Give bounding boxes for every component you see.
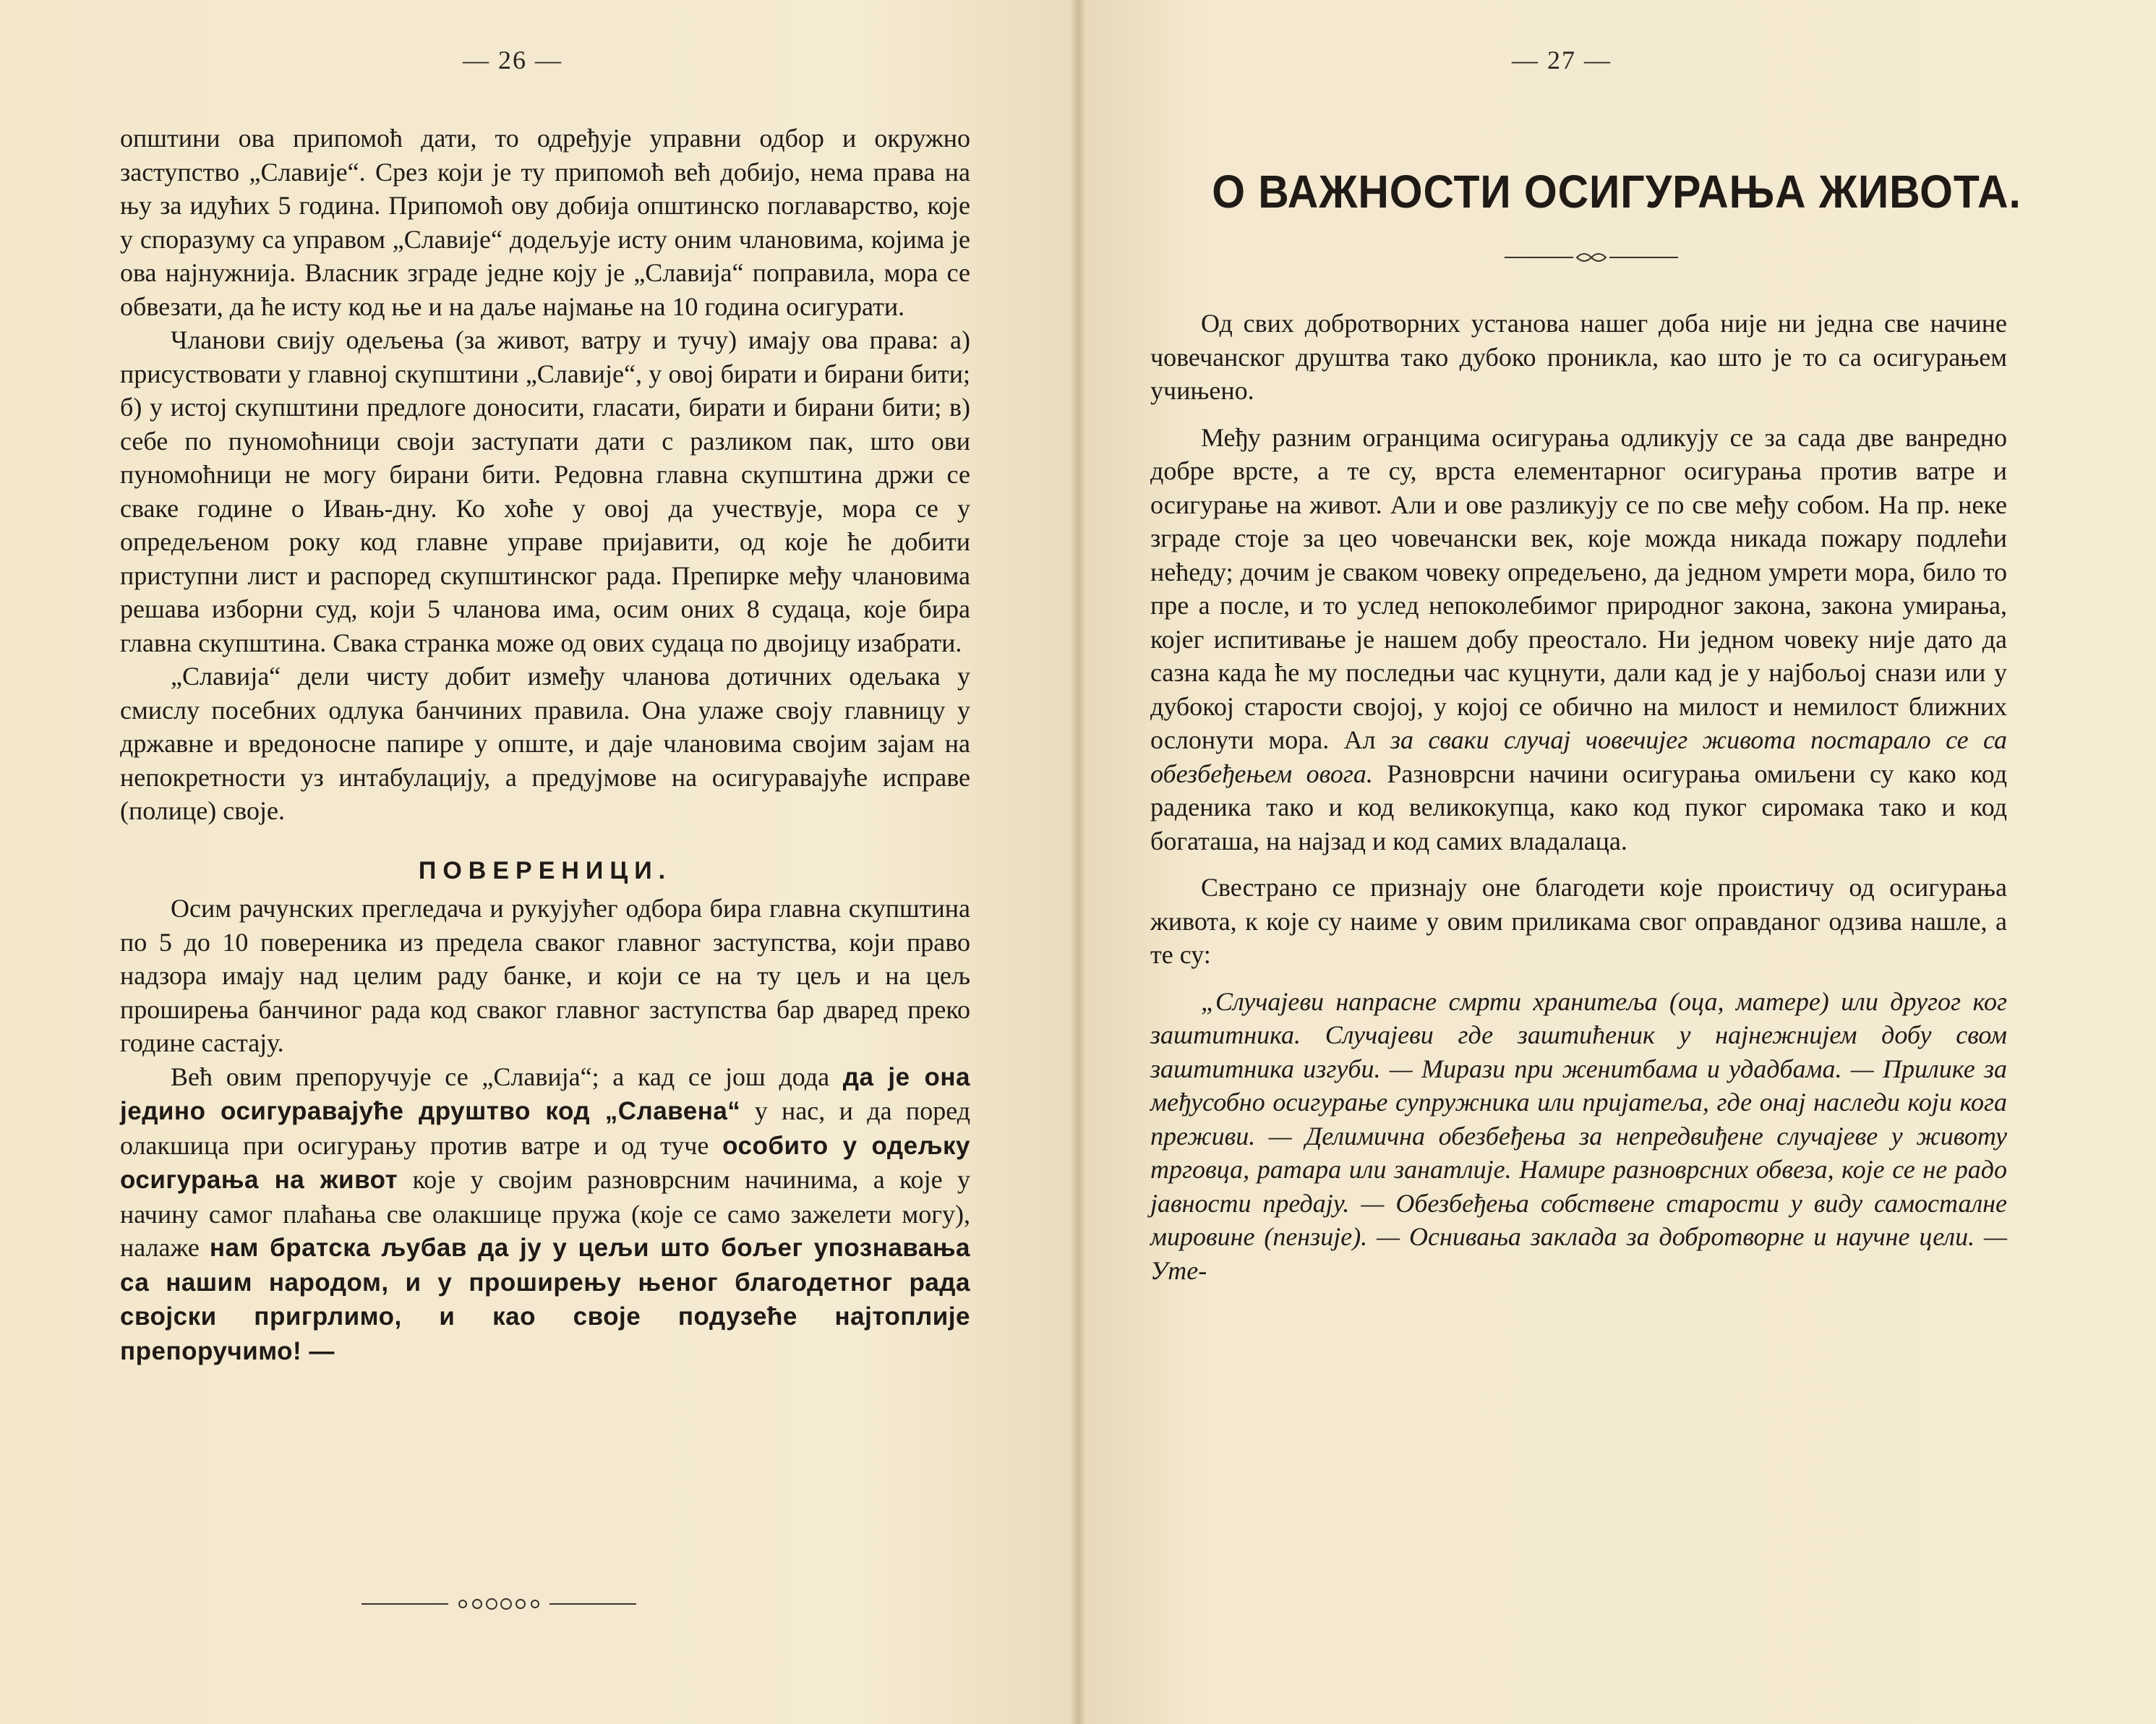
paragraph-text: Међу разним огранцима осигурања одликују се за сада две ванредно добре врсте, а те су, врста елементарног осигурања против ватре и осигурање на живот. Али и ове разликују се по све међу собом. На пр. неке зграде стоје за цео човечански век, које можда никада пожару подлећи нећеду; дочим је сваком човеку опредељено, да једном умрети мора, било то пре а после, и то услед непоколебимог природног закона, закона умирања, којег испитивање је нашем добу преостало. Ни једном човеку није дато да сазна када ће му последњи час куцнути, дали кад је у најбољој снази или у дубокој старости својој, у којој се обично на милост и немилост ближних ослонути мора. Ал [1150,422,2007,754]
paragraph: „Случајеви напрасне смрти хранитеља (оца, матере) или другог ког заштитника. Случајеви где заштићеник у најнежнијем добу свом заштитника изгуби. — Мирази при женитбама и удадбама. — Прилике за међусобно осигурање супружника или пријатеља, где онај наследи који кога преживи. — Делимична обезбеђења за непредвиђене случајеве у животу трговца, ратара или занатлије. Намире разноврсних обвеза, које се не радо јавности предају. — Обезбеђења собствене старости у виду самосталне мировине (пензије). — Оснивања заклада за добротворне и научне цели. — Уте- [1150,986,2007,1285]
left-page-text [120,121,970,1368]
paragraph [1150,421,2007,858]
page-number-left: — 26 — [463,46,562,74]
paragraph: Од свих добротворних установа нашег доба није ни једна све начине човечанског друштва тако дубоко проникла, као што је то са осигурањем учињено. [1150,309,2007,405]
chapter-title: О ВАЖНОСТИ ОСИГУРАЊА ЖИВОТА. [1212,166,2022,218]
paragraph-text: које у својим разноврсним начинима, а које у начину самог плаћања све олакшице пружа (које се само зажелети могу), налаже [120,1165,971,1262]
paragraph-text: у нас, и да поред олакшица при осигурању против ватре и од туче [120,1096,971,1160]
page-number-right: — 27 — [1512,46,1612,74]
bold-emphasis: да је она једино осигуравајуће друштво код „Славена“ [120,1062,970,1125]
paragraph-text: Већ овим препоручује се „Славија“; а кад се још дода [171,1062,830,1091]
ornament-divider [362,1595,636,1613]
paragraph: Свестрано се признају оне благодети које проистичу од осигурања живота, к које су наиме у овим приликама свог оправданог одзива нашле, а те су: [1150,873,2007,969]
paragraph [120,1060,970,1369]
paragraph: Осим рачунских прегледача и рукујућег одбора бира главна скупштина по 5 до 10 повереника из предела сваког главног заступства, који право надзора имају над целим раду банке, и који се на ту цељ и на цељ проширења банчиног рада код сваког главног заступства бар дваред преко године састају. [120,894,970,1057]
bold-emphasis: особито у одељку осигурања на живот [120,1131,971,1194]
italic-emphasis: за сваки случај човечијег живота постарало се са обезбеђењем овога. [1150,725,2007,788]
paragraph: општини ова припомоћ дати, то одређује управни одбор и окружно заступство „Славије“. Срез који је ту припомоћ већ добијо, нема права на њу за идућих 5 година. Припомоћ ову добија општинско поглаварство, које у споразуму са управом „Славије“ додељује исту оним члановима, којима је ова најнужнија. Власник зграде једне коју је „Славија“ поправила, мора се обвезати, да ће исту код ње и на даље најмање на 10 година осигурати. [120,124,970,321]
right-page [1078,0,2156,1724]
ornament-divider [1505,249,1678,266]
book-gutter [1070,0,1086,1724]
right-page-text [1150,307,2007,1287]
paragraph-text: Разноврсни начини осигурања омиљени су како код радeника тако и код великокупца, како код пуког сиромака тако и код богаташа, на најзад и код самих владалаца. [1150,759,2008,855]
section-heading: ПОВЕРЕНИЦИ. [418,856,672,884]
bold-emphasis: нам братска љубав да ју у цељи што бољег упознавања са нашим народом, и у проширењу њеног благодетног рада својски пригрлимо, и као своје подузеће најтоплије препоручимо! — [120,1234,971,1365]
paragraph: Чланови свију одељења (за живот, ватру и тучу) имају ова права: а) присуствовати у главној скупштини „Славије“, у овој бирати и бирани бити; б) у истој скупштини предлоге доносити, гласати, бирати и бирани бити; в) себе по пуномоћници своји заступати дати с разликом пак, што ови пуномоћници не могу бирани бити. Редовна главна скупштина држи се сваке године о Ивањ-дну. Ко хоће у овој да учествује, мора се у опредељеном року код главне управе пријавити, од које ће добити приступни лист и распоред скупштинског рада. Препирке међу члановима решава изборни суд, који 5 чланова има, осим оних 8 судаца, које бира главна скупштина. Свака странка може од ових судаца по двојицу изабрати. [120,325,970,657]
paragraph: „Славија“ дели чисту добит између чланова дотичних одељака у смислу посебних одлука банчиних правила. Она улаже своју главницу у државне и вредоносне папире у опште, и даје члановима својим зајам на непокретности уз интабулацију, а предујмове на осигуравајуће исправе (полице) своје. [120,662,970,825]
